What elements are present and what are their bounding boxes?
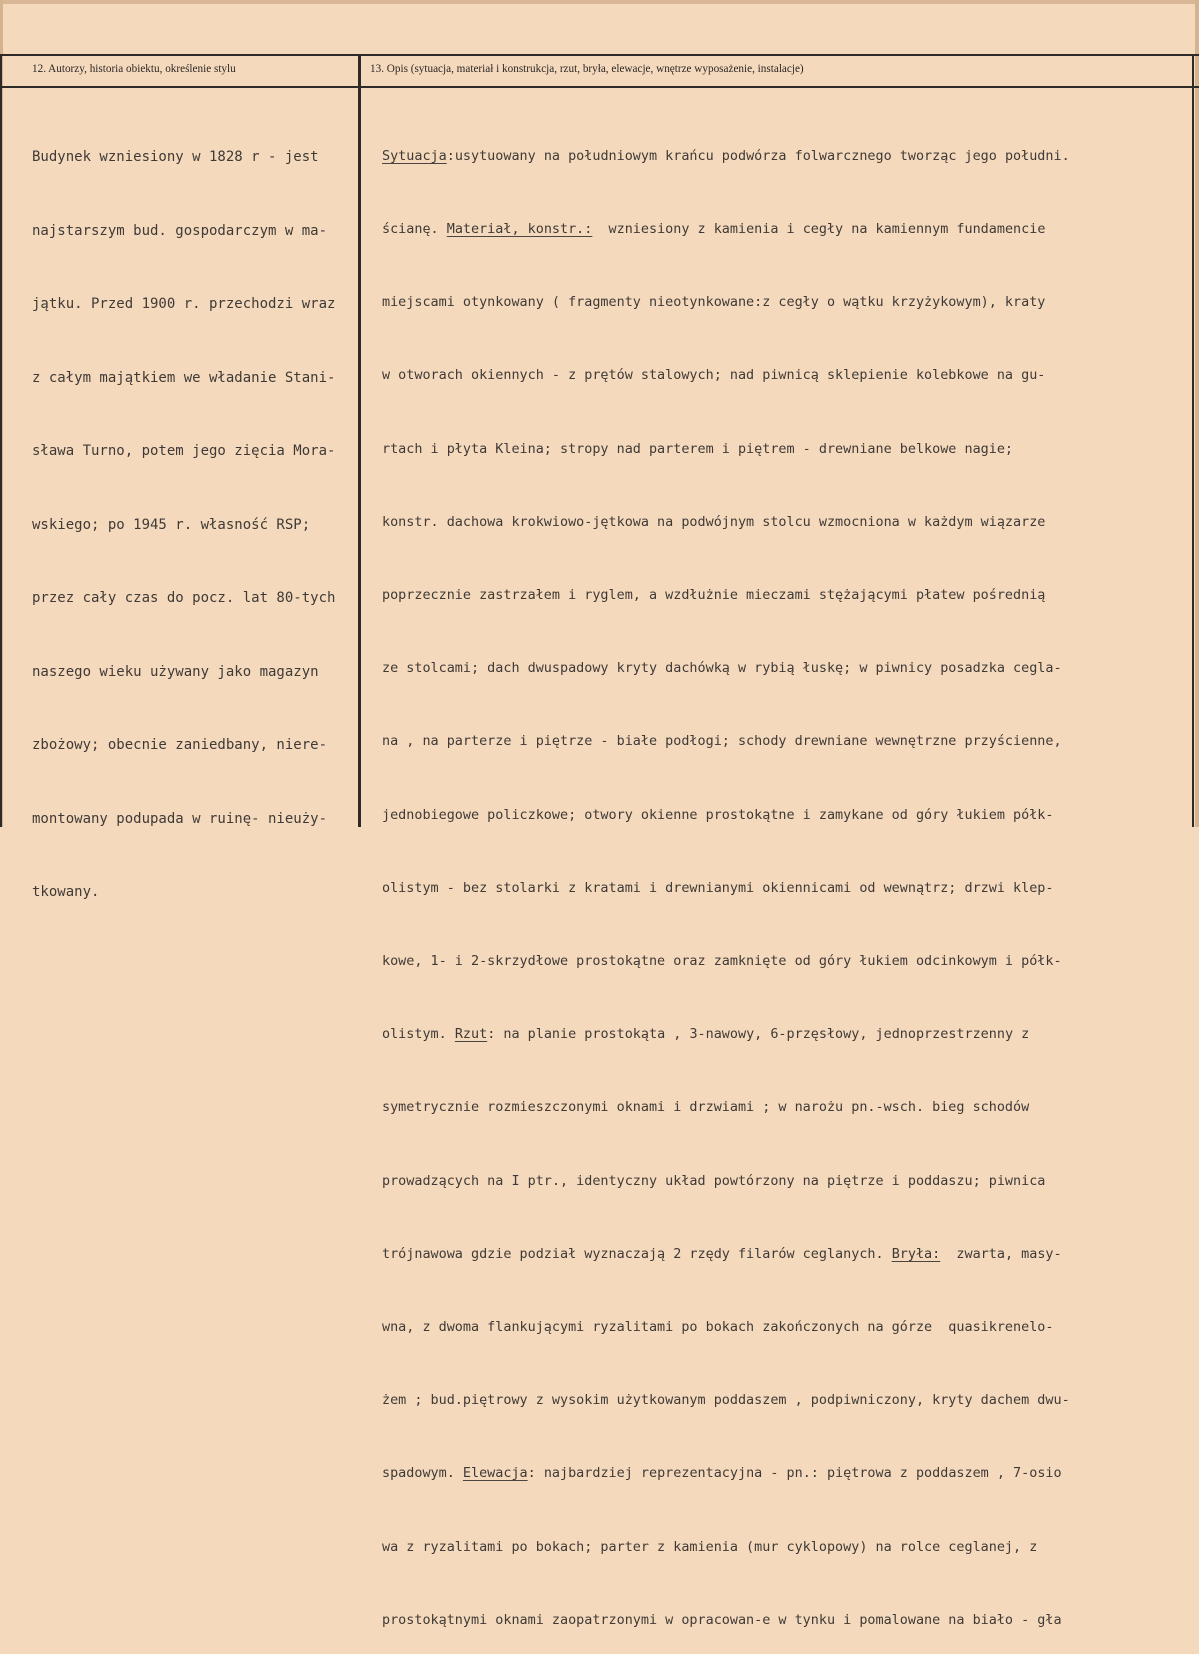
description-line: poprzecznie zastrzałem i ryglem, a wzdłużnie mieczami stężającymi płatew pośrednią — [382, 588, 1046, 604]
description-fragment: wzniesiony z kamienia i cegły na kamiennym fundamencie — [592, 222, 1046, 238]
section-13-header: 13. Opis (sytuacja, materiał i konstrukcja, rzut, bryła, elewacje, wnętrze wyposażenie, instalacje) — [370, 63, 804, 75]
description-fragment: :usytuowany na południowym krańcu podwórza folwarcznego tworząc jego południ. — [446, 148, 1070, 164]
history-line: z całym majątkiem we władanie Stani- — [32, 369, 336, 386]
description-fragment: ścianę. — [382, 222, 447, 238]
description-line: miejscami otynkowany ( fragmenty nieotynkowane:z cegły o wątku krzyżykowym), kraty — [382, 295, 1046, 311]
history-line: Budynek wzniesiony w 1828 r - jest — [32, 149, 319, 165]
description-line: konstr. dachowa krokwiowo-jętkowa na podwójnym stolcu wzmocniona w każdym wiązarze — [382, 514, 1046, 530]
description-line: prowadzących na I ptr., identyczny układ powtórzony na piętrze i poddaszu; piwnica — [382, 1173, 1046, 1189]
description-line: żem ; bud.piętrowy z wysokim użytkowanym poddaszem , podpiwniczony, kryty dachem dwu- — [382, 1393, 1070, 1409]
history-line: zbożowy; obecnie zaniedbany, niere- — [32, 737, 328, 753]
description-fragment: spadowym. — [382, 1466, 463, 1482]
description-line — [382, 1023, 1070, 1047]
description-line: symetrycznie rozmieszczonymi oknami i drzwiami ; w narożu pn.-wsch. bieg schodów — [382, 1100, 1030, 1116]
history-line: przez cały czas do pocz. lat 80-tych — [32, 590, 336, 606]
description-fragment: zwarta, masy- — [940, 1246, 1062, 1262]
description-line: olistym - bez stolarki z kratami i drewnianymi okiennicami od wewnątrz; drzwi klep- — [382, 880, 1054, 896]
description-fragment: : najbardziej reprezentacyjna - pn.: piętrowa z poddaszem , 7-osio — [527, 1466, 1062, 1482]
heading-material: Materiał, konstr.: — [446, 222, 593, 238]
history-line: sława Turno, potem jego zięcia Mora- — [32, 443, 336, 459]
form-left-rule — [0, 54, 2, 827]
description-line — [382, 1243, 1070, 1267]
history-text — [32, 96, 335, 954]
history-line: jątku. Przed 1900 r. przechodzi wraz — [32, 296, 336, 312]
description-line — [382, 218, 1070, 242]
description-fragment: : na planie prostokąta , 3-nawowy, 6-przęsłowy, jednoprzestrzenny z — [487, 1027, 1030, 1043]
heading-sytuacja: Sytuacja — [382, 148, 447, 164]
description-line: wna, z dwoma flankującymi ryzalitami po bokach zakończonych na górze quasikrenelo- — [382, 1320, 1054, 1336]
form-top-rule — [0, 54, 1199, 56]
form-column-divider — [358, 54, 361, 827]
section-12-header: 12. Autorzy, historia obiektu, określenie stylu — [32, 63, 236, 75]
description-line: na , na parterze i piętrze - białe podłogi; schody drewniane wewnętrzne przyścienne, — [382, 734, 1062, 750]
description-line: w otworach okiennych - z prętów stalowych; nad piwnicą sklepienie kolebkowe na gu- — [382, 368, 1046, 384]
history-line: montowany podupada w ruinę- nieuży- — [32, 810, 328, 827]
history-line: wskiego; po 1945 r. własność RSP; — [32, 516, 311, 533]
heading-bryla: Bryła: — [891, 1246, 941, 1262]
description-line: prostokątnymi oknami zaopatrzonymi w opracowan-e w tynku i pomalowane na biało - gła — [382, 1612, 1062, 1628]
description-text — [382, 96, 1070, 1654]
description-line: jednobiegowe policzkowe; otwory okienne prostokątne i zamykane od góry łukiem półk- — [382, 807, 1054, 823]
history-line: najstarszym bud. gospodarczym w ma- — [32, 222, 328, 239]
sheet-right-edge — [1195, 0, 1199, 827]
description-line — [382, 145, 1070, 169]
form-right-rule — [1192, 54, 1194, 827]
description-line: kowe, 1- i 2-skrzydłowe prostokątne oraz zamknięte od góry łukiem odcinkowym i półk- — [382, 954, 1062, 970]
sheet-top-edge — [0, 0, 1199, 4]
form-header-rule — [0, 86, 1199, 88]
description-fragment: trójnawowa gdzie podział wyznaczają 2 rzędy filarów ceglanych. — [382, 1246, 892, 1262]
heading-rzut: Rzut — [454, 1027, 488, 1043]
description-line: rtach i płyta Kleina; stropy nad parterem i piętrem - drewniane belkowe nagie; — [382, 441, 1014, 457]
description-line: wa z ryzalitami po bokach; parter z kamienia (mur cyklopowy) na rolce ceglanej, z — [382, 1539, 1038, 1555]
heading-elewacja: Elewacja — [462, 1466, 528, 1482]
history-line: naszego wieku używany jako magazyn — [32, 663, 319, 680]
history-line: tkowany. — [32, 884, 100, 900]
description-line: ze stolcami; dach dwuspadowy kryty dachówką w rybią łuskę; w piwnicy posadzka cegla- — [382, 661, 1062, 677]
description-fragment: olistym. — [382, 1027, 455, 1043]
description-line — [382, 1462, 1070, 1486]
